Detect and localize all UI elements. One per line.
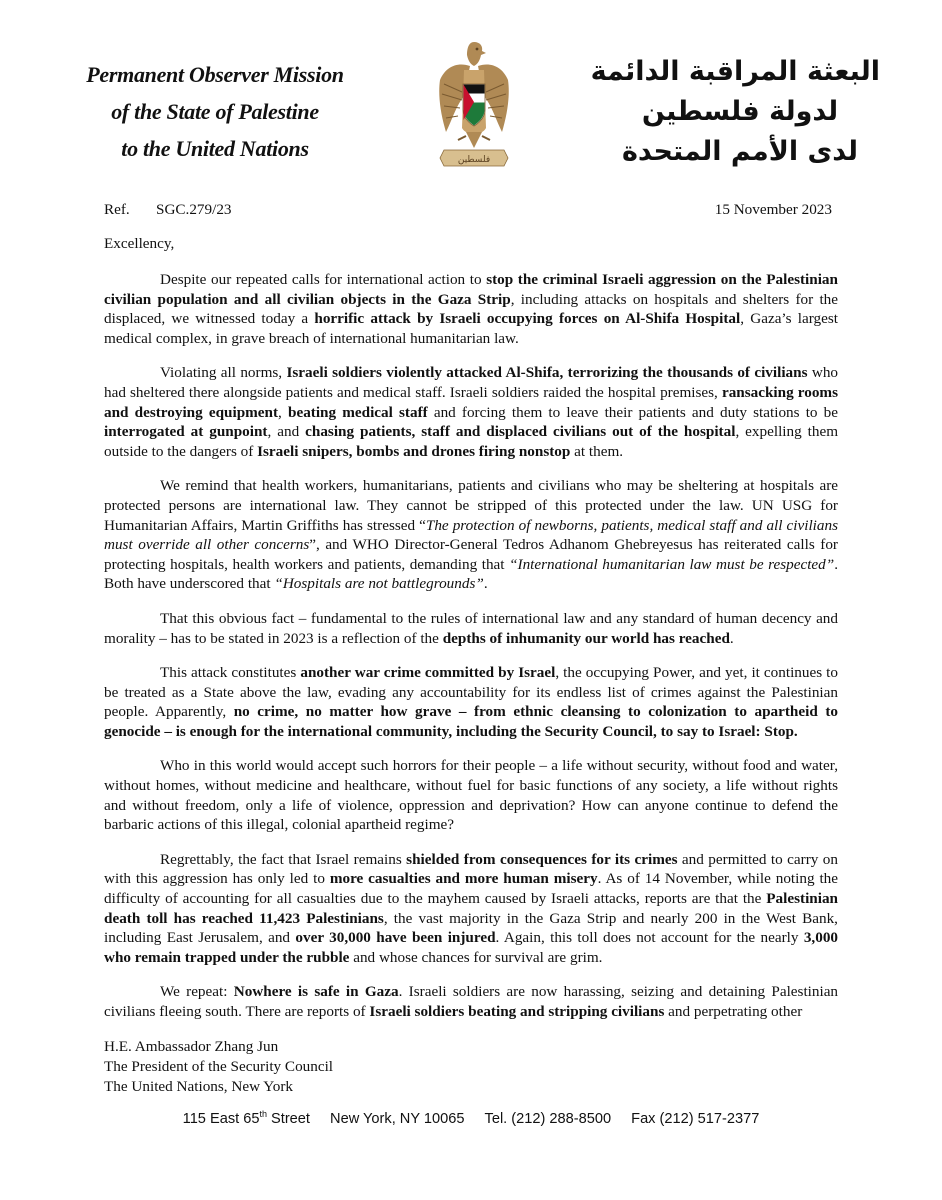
paragraph-text-run: over 30,000 have been injured (295, 929, 496, 947)
emblem-caption: فلسطين (457, 155, 491, 165)
addressee-line-1: H.E. Ambassador Zhang Jun (104, 1038, 279, 1055)
paragraph (104, 663, 838, 741)
footer-address (60, 1109, 882, 1127)
paragraph (104, 363, 838, 461)
paragraph-text-run: We repeat: (160, 983, 234, 1001)
addressee-block (104, 1037, 333, 1097)
paragraph (104, 609, 838, 648)
paragraph-text-run: , expelling them outside to the dangers of (104, 423, 839, 460)
paragraph-text-run: more casualties and more human misery (329, 870, 598, 888)
paragraph-text-run: . (729, 629, 734, 647)
paragraph-text-run: ”, and WHO Director-General Tedros Adhanom Ghebreyesus has reiterated calls for protecting hospitals, health workers and patients, demanding that (104, 536, 838, 573)
letterhead-arabic-line-1: البعثة المراقبة الدائمة (590, 56, 880, 87)
paragraph-text-run: no crime, no matter how grave – from ethnic cleansing to colonization to apartheid to genocide – is enough for the international community, including the Security Council, to say to Israel: Stop. (104, 703, 838, 740)
paragraph-text-run: Despite our repeated calls for international action to (160, 271, 487, 288)
paragraph-text-run: and perpetrating other (664, 1003, 803, 1020)
letterhead-arabic-line-3: لدى الأمم المتحدة (621, 136, 859, 167)
paragraph-text-run: , the occupying Power, and yet, it continues to be treated as a State above the law, evading any accountability for its endless list of crimes against the Palestinian people. Apparently, (104, 664, 838, 721)
paragraph-text-run: interrogated at gunpoint (104, 423, 268, 441)
paragraph (104, 270, 838, 348)
paragraph-text-run: ransacking rooms and destroying equipment (104, 383, 838, 421)
paragraph-text-run: 3,000 who remain trapped under the rubble (104, 929, 838, 966)
paragraph-text-run: That this obvious fact – fundamental to the rules of international law and any standard of human decency and morality – has to be stated in 2023 is a reflection of the (104, 609, 838, 647)
paragraph-text-run: , and (267, 423, 306, 441)
reference-number: SGC.279/23 (156, 201, 232, 218)
footer-street-name: Street (266, 1110, 310, 1127)
paragraph-text-run: Who in this world would accept such horrors for their people – a life without security, without food and water, without homes, without medicine and healthcare, without fuel for basic functions of any society, a life without rights and without freedom, only a life of violence, oppression and deprivation? How can anyone continue to defend the barbaric actions of this illegal, colonial apartheid regime? (104, 757, 838, 834)
footer-street-number: 115 East 65 (182, 1110, 260, 1127)
paragraph-text-run: and permitted to carry on with this aggression has only led to (104, 850, 838, 888)
paragraph-text-run: Israeli snipers, bombs and drones firing nonstop (257, 442, 571, 460)
addressee-line-2: The President of the Security Council (104, 1058, 334, 1075)
eagle-emblem-icon (436, 36, 512, 176)
paragraph-text-run: , the vast majority in the Gaza Strip and nearly 200 in the West Bank, including East Jerusalem, and (104, 909, 838, 947)
paragraph-text-run: Palestinian death toll has reached 11,423 Palestinians (104, 890, 838, 927)
paragraph (104, 476, 838, 594)
paragraph-text-run: . Both have underscored that (104, 555, 838, 593)
paragraph-text-run: . Israeli soldiers are now harassing, seizing and detaining Palestinian civilians fleeing south. There are reports of (104, 983, 839, 1020)
paragraph-text-run: . (483, 575, 488, 593)
letter-body (104, 270, 838, 1037)
footer-street (183, 1111, 310, 1127)
paragraph-text-run: Israeli soldiers beating and stripping civilians (369, 1003, 665, 1020)
paragraph-text-run: The protection of newborns, patients, medical staff and all civilians must override all other concerns (104, 516, 838, 554)
paragraph-text-run: Nowhere is safe in Gaza (233, 983, 399, 1001)
footer-tel: Tel. (212) 288-8500 (484, 1110, 612, 1127)
letterhead-arabic (590, 52, 880, 172)
letterhead-english-line-2: of the State of Palestine (111, 99, 319, 124)
addressee-line-3: The United Nations, New York (104, 1078, 293, 1095)
paragraph (104, 982, 838, 1021)
paragraph-text-run: . As of 14 November, while noting the difficulty of accounting for all casualties due to the mayhem caused by Israeli attacks, reports are that the (104, 870, 838, 908)
paragraph-text-run: This attack constitutes (160, 664, 301, 682)
paragraph-text-run: depths of inhumanity our world has reached (442, 629, 730, 647)
paragraph-text-run: , Gaza’s largest medical complex, in grave breach of international humanitarian law. (104, 310, 838, 347)
footer-street-suffix: th (259, 1109, 267, 1119)
paragraph-text-run: “International humanitarian law must be respected” (509, 555, 835, 573)
paragraph-text-run: horrific attack by Israeli occupying forces on Al-Shifa Hospital (314, 310, 741, 328)
reference-label: Ref. (104, 201, 130, 218)
footer-fax: Fax (212) 517-2377 (631, 1110, 760, 1127)
letterhead-english-line-3: to the United Nations (121, 136, 309, 161)
paragraph-text-run: stop the criminal Israeli aggression on the Palestinian civilian population and all civilian objects in the Gaza Strip (104, 271, 838, 308)
paragraph-text-run: . Again, this toll does not account for the nearly (495, 929, 804, 947)
paragraph-text-run: and forcing them to leave their patients and duty stations to be (427, 403, 838, 421)
reference-line (104, 200, 832, 220)
letter-date: 15 November 2023 (714, 201, 832, 218)
paragraph-text-run: Regrettably, the fact that Israel remains (160, 850, 407, 868)
paragraph-text-run: , (278, 403, 288, 421)
paragraph-text-run: at them. (570, 442, 624, 460)
paragraph (104, 850, 838, 968)
salutation: Excellency, (104, 235, 175, 252)
paragraph-text-run: Israeli soldiers violently attacked Al-Shifa, terrorizing the thousands of civilians (286, 364, 808, 382)
letterhead-english-line-1: Permanent Observer Mission (86, 62, 344, 87)
paragraph-text-run: , including attacks on hospitals and shelters for the displaced, we witnessed today a (104, 290, 838, 328)
letterhead-english (50, 56, 380, 167)
paragraph-text-run: “Hospitals are not battlegrounds” (274, 575, 484, 593)
paragraph (104, 756, 838, 834)
paragraph-text-run: beating medical staff (288, 403, 428, 421)
paragraph-text-run: and whose chances for survival are grim. (349, 948, 603, 966)
paragraph-text-run: Violating all norms, (160, 364, 287, 382)
letterhead-arabic-line-2: لدولة فلسطين (641, 96, 839, 127)
paragraph-text-run: shielded from consequences for its crimes (406, 850, 678, 868)
paragraph-text-run: another war crime committed by Israel (300, 664, 556, 682)
footer-city: New York, NY 10065 (330, 1110, 465, 1127)
paragraph-text-run: who had sheltered there alongside patients and medical staff. Israeli soldiers raided the hospital premises, (104, 364, 839, 401)
paragraph-text-run: We remind that health workers, humanitarians, patients and civilians who may be sheltering at hospitals are protected persons are international law. They cannot be stripped of this protected under the law. UN USG for Humanitarian Affairs, Martin Griffiths has stressed “ (104, 477, 838, 534)
paragraph-text-run: chasing patients, staff and displaced civilians out of the hospital (305, 423, 736, 441)
